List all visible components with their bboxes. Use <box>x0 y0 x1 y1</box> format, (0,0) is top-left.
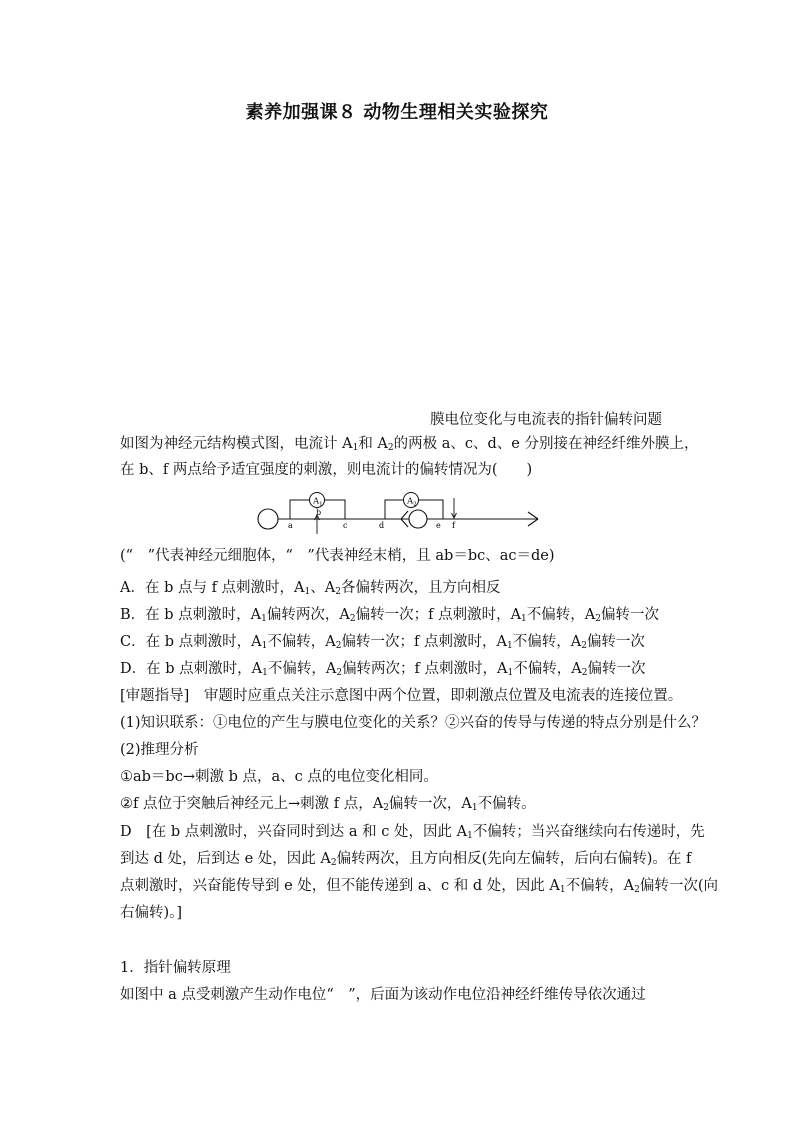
postsynaptic-cell-body <box>409 510 427 528</box>
meter-a2-label: $A_2$ <box>407 496 417 508</box>
principle-heading: 1．指针偏转原理 <box>120 960 231 976</box>
answer-line-3: 点刺激时，兴奋能传导到 e 处，但不能传递到 a、c 和 d 处，因此 $A_1$不偏转，$A_2$偏转一次(向 <box>120 878 718 895</box>
label-f: f <box>452 521 455 530</box>
guide-reasoning-2: ②f 点位于突触后神经元上→刺激 f 点，$A_2$偏转一次，$A_1$不偏转。 <box>120 796 536 813</box>
nerve-ending <box>528 512 538 519</box>
label-e: e <box>436 521 441 530</box>
label-b: b <box>316 508 322 517</box>
answer-line-4: 右偏转)。] <box>120 905 183 921</box>
answer-line-2: 到达 d 处，后到达 e 处，因此 $A_2$偏转两次，且方向相反(先向左偏转，后向右偏转)。在 f <box>120 851 692 868</box>
guide-reasoning-1: ①ab＝bc→刺激 b 点，a、c 点的电位变化相同。 <box>120 769 438 785</box>
option-c: C．在 b 点刺激时，$A_1$不偏转，$A_2$偏转一次；f 点刺激时，$A_1$不偏转，$A_2$偏转一次 <box>120 634 645 651</box>
option-b: B．在 b 点刺激时，$A_1$偏转两次，$A_2$偏转一次；f 点刺激时，$A_1$不偏转，$A_2$偏转一次 <box>120 607 659 624</box>
label-d: d <box>379 521 385 530</box>
label-c: c <box>343 521 348 530</box>
nerve-ending-lower <box>528 519 538 526</box>
label-a: a <box>288 521 293 530</box>
question-stem-line-2: 在 b、f 两点给予适宜强度的刺激，则电流计的偏转情况为( ) <box>120 462 533 478</box>
neuron-diagram <box>255 488 555 536</box>
meter-a1-label: $A_1$ <box>313 496 323 508</box>
question-stem-line-1: 如图为神经元结构模式图，电流计 $A_1$和 $A_2$的两极 a、c、d、e 分别接在神经纤维外膜上， <box>120 436 699 453</box>
principle-line-1: 如图中 a 点受刺激产生动作电位“ ”，后面为该动作电位沿神经纤维传导依次通过 <box>120 987 646 1003</box>
page-title: 素养加强课８ 动物生理相关实验探究 <box>245 102 549 123</box>
legend-note: (“ ”代表神经元细胞体，“ ”代表神经末梢，且 ab＝bc、ac＝de) <box>120 548 555 564</box>
option-d: D．在 b 点刺激时，$A_1$不偏转，$A_2$偏转两次；f 点刺激时，$A_1$不偏转，$A_2$偏转一次 <box>120 661 646 678</box>
guide-reasoning-heading: (2)推理分析 <box>120 742 199 758</box>
option-a: A．在 b 点与 f 点刺激时，$A_1$、$A_2$各偏转两次，且方向相反 <box>120 580 501 597</box>
section-heading: 膜电位变化与电流表的指针偏转问题 <box>430 412 662 428</box>
guide-knowledge: (1)知识联系：①电位的产生与膜电位变化的关系？②兴奋的传导与传递的特点分别是什么？ <box>120 715 707 731</box>
cell-body <box>258 509 278 529</box>
answer-line-1: D [在 b 点刺激时，兴奋同时到达 a 和 c 处，因此 $A_1$不偏转；当兴奋继续向右传递时，先 <box>120 824 705 841</box>
guide-heading: [审题指导] 审题时应重点关注示意图中两个位置，即刺激点位置及电流表的连接位置。 <box>120 688 683 704</box>
